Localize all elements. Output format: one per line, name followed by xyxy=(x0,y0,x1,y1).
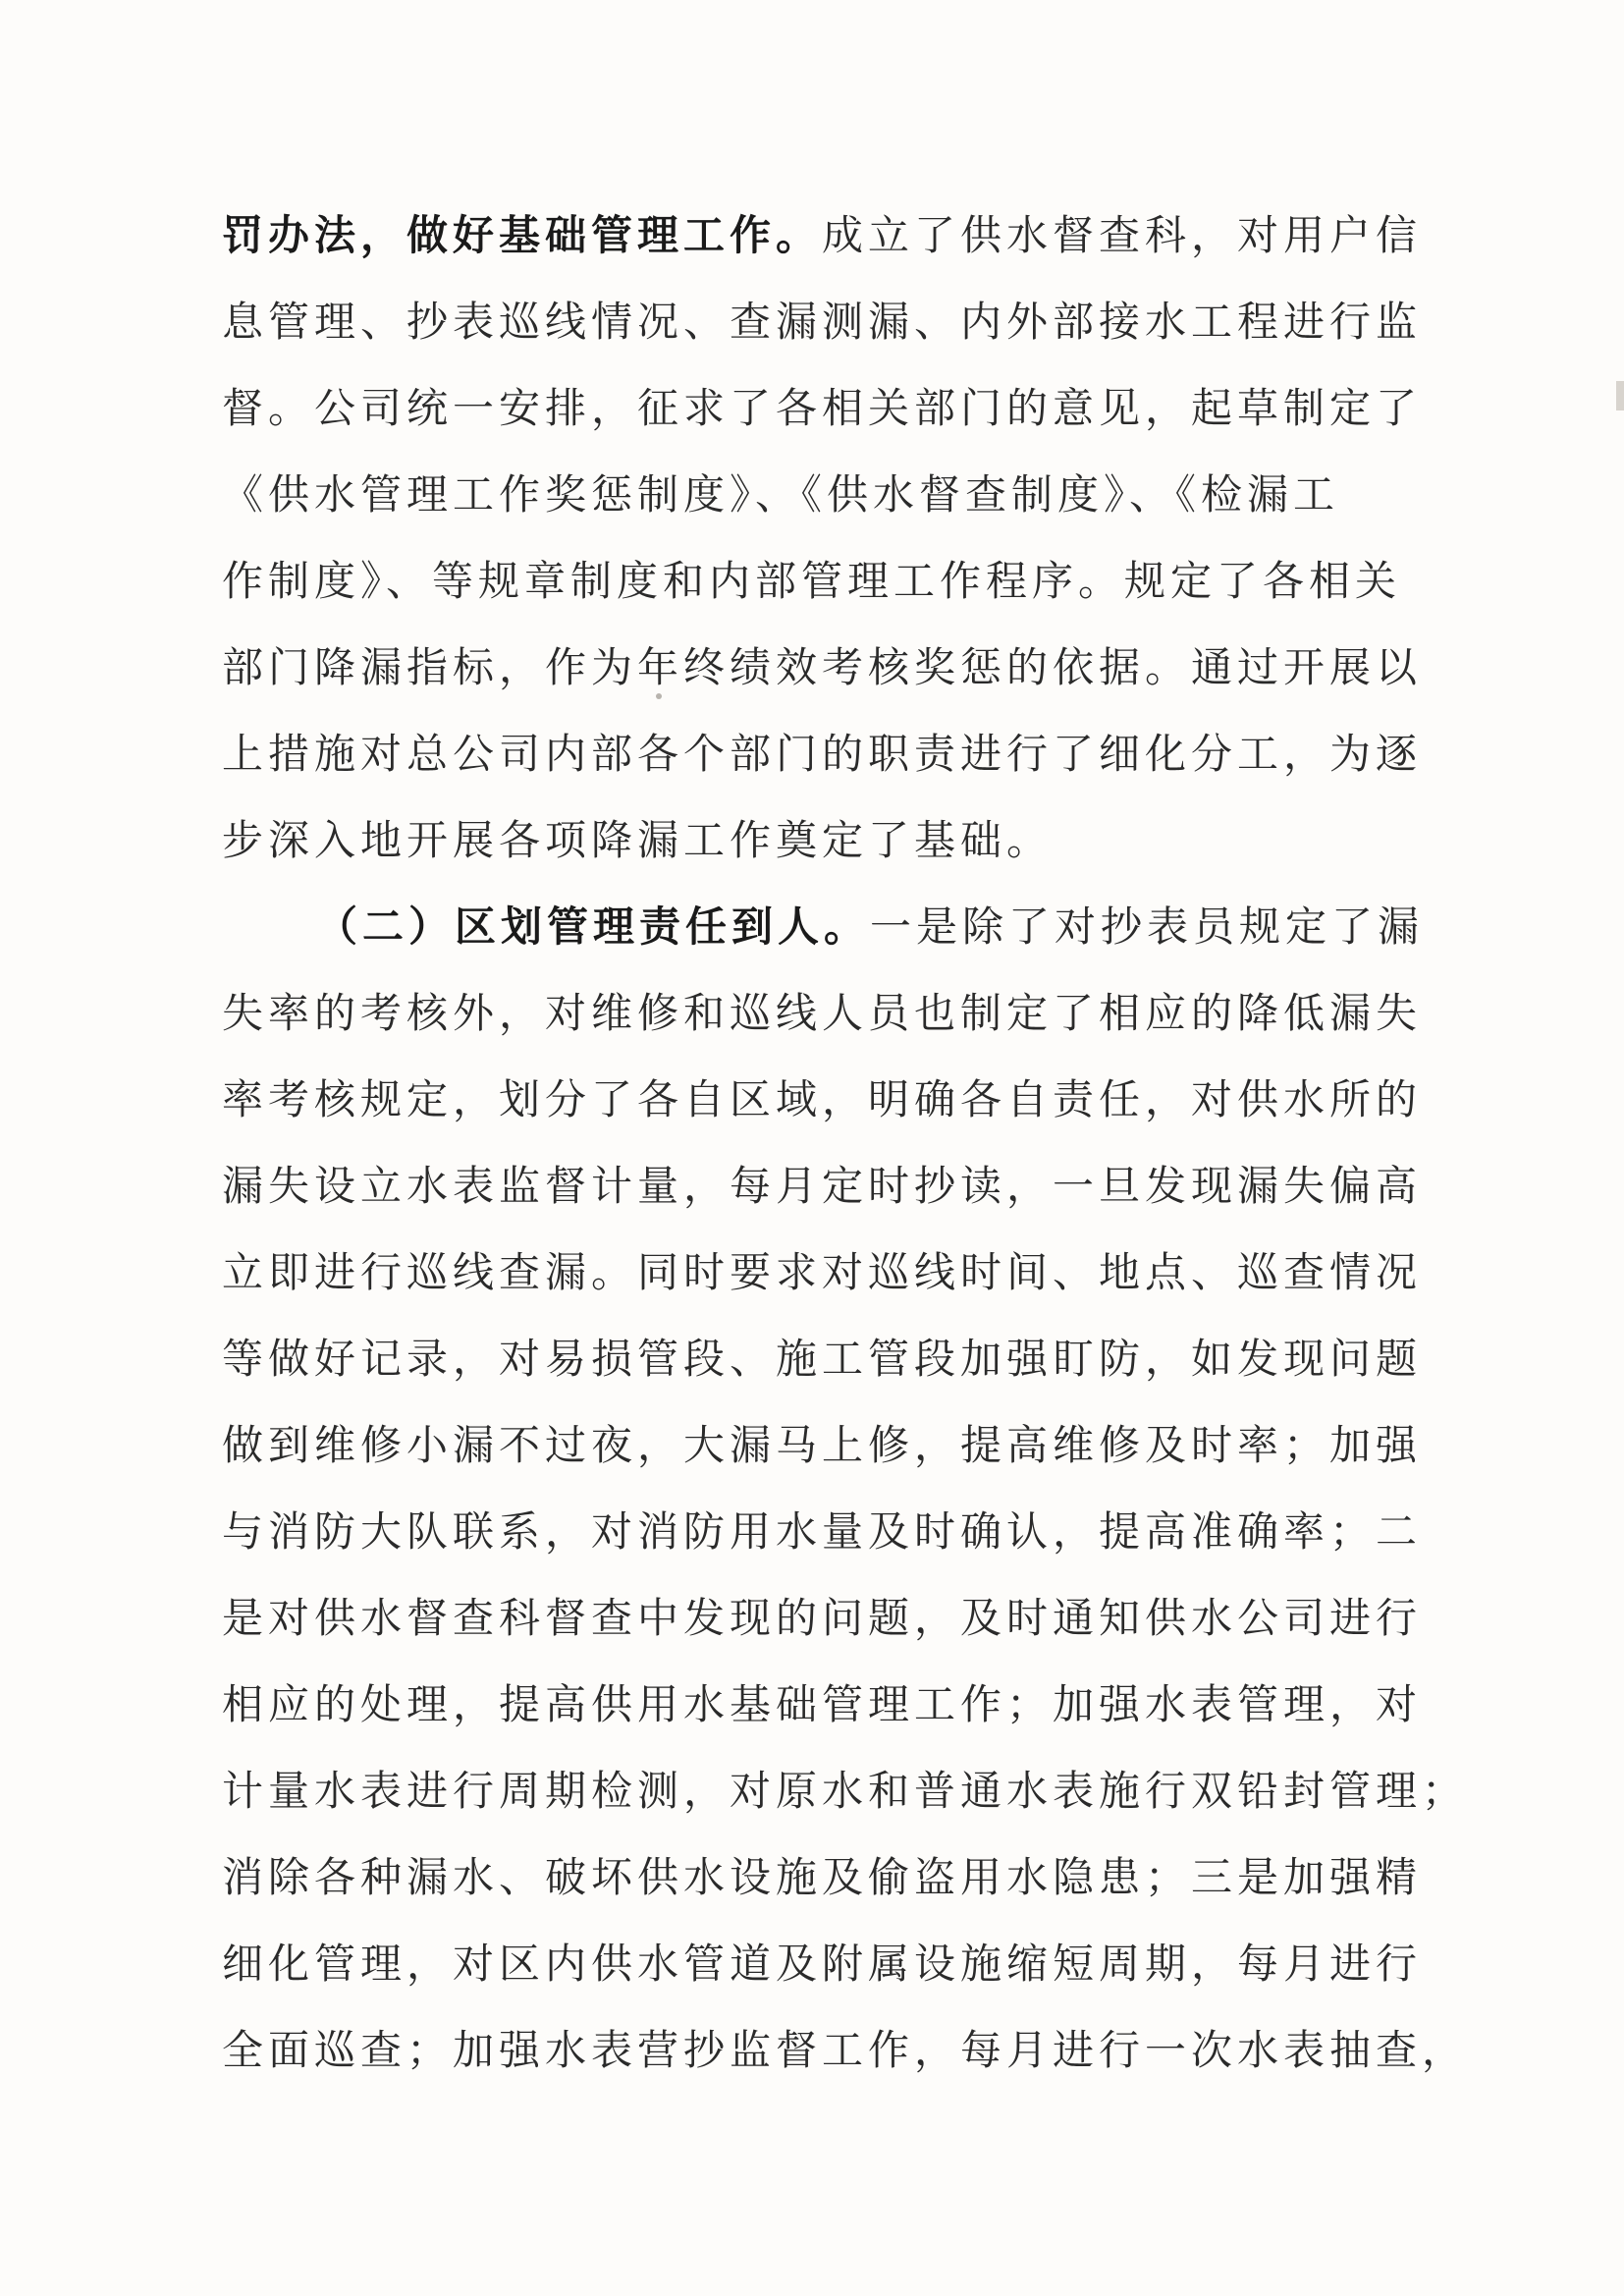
paragraph-1-line-7: 上措施对总公司内部各个部门的职责进行了细化分工，为逐 xyxy=(222,730,1423,778)
paragraph-1-line-5: 作制度》、等规章制度和内部管理工作程序。规定了各相关 xyxy=(222,557,1402,605)
paragraph-2-line-12: 消除各种漏水、破坏供水设施及偷盗用水隐患；三是加强精 xyxy=(222,1853,1423,1901)
paragraph-2-line-8: 与消防大队联系，对消防用水量及时确认，提高准确率；二 xyxy=(222,1507,1423,1556)
scan-edge-mark xyxy=(1616,381,1624,410)
line-text: 成立了供水督查科，对用户信 xyxy=(822,211,1423,259)
paragraph-2-line-4: 漏失设立水表监督计量，每月定时抄读，一旦发现漏失偏高 xyxy=(222,1162,1423,1210)
paragraph-2-line-3: 率考核规定，划分了各自区域，明确各自责任，对供水所的 xyxy=(222,1075,1423,1123)
document-body xyxy=(222,192,1469,2094)
paragraph-2-line-11: 计量水表进行周期检测，对原水和普通水表施行双铅封管理； xyxy=(222,1767,1469,1815)
paragraph-1-line-3: 督。公司统一安排，征求了各相关部门的意见，起草制定了 xyxy=(222,384,1423,432)
bold-lead-text: 罚办法，做好基础管理工作。 xyxy=(222,211,823,259)
paragraph-1-line-1 xyxy=(222,192,1423,279)
paragraph-1-line-2: 息管理、抄表巡线情况、查漏测漏、内外部接水工程进行监 xyxy=(222,298,1423,346)
paragraph-2-line-5: 立即进行巡线查漏。同时要求对巡线时间、地点、巡查情况 xyxy=(222,1248,1423,1296)
paragraph-2-line-1 xyxy=(222,884,1425,970)
paragraph-2-line-9: 是对供水督查科督查中发现的问题，及时通知供水公司进行 xyxy=(222,1594,1423,1642)
paragraph-2-line-7: 做到维修小漏不过夜，大漏马上修，提高维修及时率；加强 xyxy=(222,1421,1423,1469)
paragraph-2-line-13: 细化管理，对区内供水管道及附属设施缩短周期，每月进行 xyxy=(222,1940,1423,1988)
paragraph-1-line-6: 部门降漏指标，作为年终绩效考核奖惩的依据。通过开展以 xyxy=(222,643,1423,691)
paragraph-1-line-8: 步深入地开展各项降漏工作奠定了基础。 xyxy=(222,816,1054,864)
section-heading: （二）区划管理责任到人。 xyxy=(316,902,871,951)
paragraph-1-line-4: 《供水管理工作奖惩制度》、《供水督查制度》、《检漏工 xyxy=(222,470,1340,519)
line-text: 一是除了对抄表员规定了漏 xyxy=(870,902,1425,951)
paragraph-2-line-2: 失率的考核外，对维修和巡线人员也制定了相应的降低漏失 xyxy=(222,989,1423,1037)
paragraph-2-line-6: 等做好记录，对易损管段、施工管段加强盯防，如发现问题 xyxy=(222,1335,1423,1383)
paragraph-2-line-14: 全面巡查；加强水表营抄监督工作，每月进行一次水表抽查， xyxy=(222,2026,1469,2074)
paragraph-2-line-10: 相应的处理，提高供用水基础管理工作；加强水表管理，对 xyxy=(222,1680,1423,1728)
